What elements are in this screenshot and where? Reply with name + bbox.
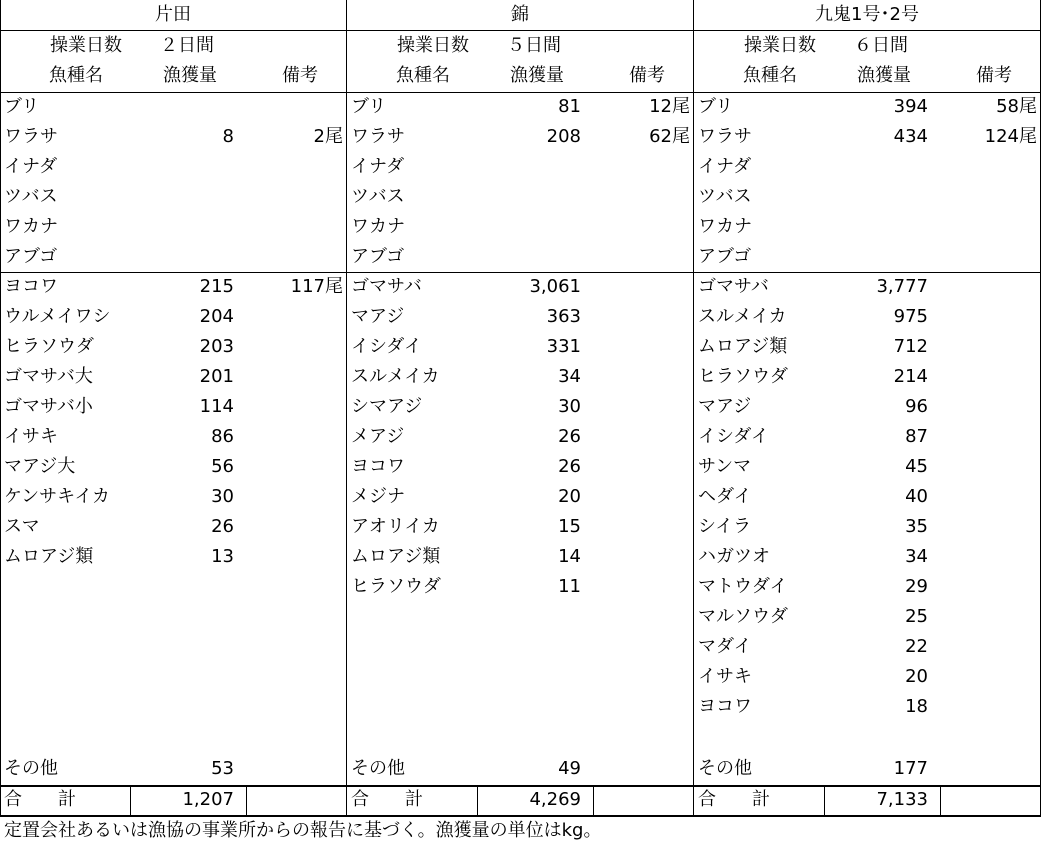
catch-value: 18	[905, 696, 928, 717]
rule-total-div-a1	[130, 786, 131, 816]
catch-value: 86	[211, 426, 234, 447]
species-row	[694, 302, 1040, 332]
section-title: 片田	[155, 4, 191, 25]
top-species-row	[0, 92, 346, 122]
species-row	[347, 392, 693, 422]
column-headers	[694, 61, 1040, 91]
species-row	[0, 332, 346, 362]
catch-value: 712	[893, 336, 928, 357]
top-species-row	[347, 242, 693, 272]
species-row	[694, 332, 1040, 362]
species-name: スルメイカ	[351, 366, 440, 387]
catch-value: 204	[199, 306, 234, 327]
top-species-row	[0, 212, 346, 242]
top-species-row	[0, 122, 346, 152]
species-row	[0, 452, 346, 482]
total-value: 1,207	[182, 789, 234, 810]
catch-value: 14	[558, 546, 581, 567]
catch-value: 214	[893, 366, 928, 387]
catch-value: 35	[905, 516, 928, 537]
species-name: マルソウダ	[698, 606, 788, 627]
species-name: ハガツオ	[698, 546, 770, 567]
catch-value: 34	[558, 366, 581, 387]
catch-value: 20	[558, 486, 581, 507]
species-row	[0, 362, 346, 392]
rule-columns-bottom	[0, 92, 1041, 93]
species-name: スルメイカ	[698, 306, 787, 327]
species-name: ヨコワ	[4, 276, 58, 297]
species-name: サンマ	[698, 456, 752, 477]
species-name: アブゴ	[351, 246, 405, 267]
catch-value: 363	[546, 306, 581, 327]
species-name: ワカナ	[351, 216, 405, 237]
rule-total-div-a2	[246, 786, 247, 816]
catch-value: 15	[558, 516, 581, 537]
species-row	[347, 542, 693, 572]
species-row	[347, 302, 693, 332]
rule-total-div-b2	[593, 786, 594, 816]
note-value: 124尾	[984, 126, 1037, 147]
catch-value: 29	[905, 576, 928, 597]
top-species-row	[0, 182, 346, 212]
rule-top-rows-bottom	[0, 272, 1041, 273]
species-name: ツバス	[351, 186, 405, 207]
species-name: ムロアジ類	[4, 546, 94, 567]
species-name: ブリ	[698, 96, 734, 117]
species-name: ヒラソウダ	[698, 366, 788, 387]
section-title: 九鬼1号･2号	[815, 4, 919, 25]
total-row	[347, 785, 693, 815]
operating-days	[694, 31, 1040, 61]
other-label: その他	[698, 758, 752, 779]
top-species-row	[694, 92, 1040, 122]
note-value: 12尾	[649, 96, 690, 117]
catch-value: 215	[199, 276, 234, 297]
species-name: イナダ	[4, 156, 58, 177]
total-value: 4,269	[529, 789, 581, 810]
other-value: 53	[211, 758, 234, 779]
species-row	[694, 692, 1040, 722]
catch-value: 13	[211, 546, 234, 567]
species-name: ワラサ	[4, 126, 58, 147]
column-header-catch: 漁獲量	[857, 65, 911, 86]
species-row	[694, 272, 1040, 302]
note-value: 2尾	[313, 126, 343, 147]
column-header-catch: 漁獲量	[163, 65, 217, 86]
other-value: 177	[893, 758, 928, 779]
catch-value: 3,777	[876, 276, 928, 297]
catch-value: 11	[558, 576, 581, 597]
operating-days-label: 操業日数	[397, 35, 469, 56]
species-name: ゴマサバ大	[4, 366, 93, 387]
catch-value: 81	[558, 96, 581, 117]
catch-value: 331	[546, 336, 581, 357]
other-label: その他	[351, 758, 405, 779]
species-row	[347, 272, 693, 302]
column-header-species: 魚種名	[49, 65, 103, 86]
rule-total-div-c1	[824, 786, 825, 816]
species-name: ヨコワ	[351, 456, 405, 477]
species-row	[694, 572, 1040, 602]
other-row	[694, 754, 1040, 784]
catch-value: 22	[905, 636, 928, 657]
species-row	[694, 512, 1040, 542]
rule-total-div-b1	[477, 786, 478, 816]
other-row	[0, 754, 346, 784]
species-name: ムロアジ類	[351, 546, 441, 567]
species-name: イナダ	[698, 156, 752, 177]
rule-col-2	[693, 0, 694, 816]
catch-value: 20	[905, 666, 928, 687]
species-name: ブリ	[351, 96, 387, 117]
total-label: 合 計	[698, 789, 770, 810]
column-header-species: 魚種名	[743, 65, 797, 86]
species-row	[0, 542, 346, 572]
species-name: メアジ	[351, 426, 405, 447]
catch-value: 8	[222, 126, 234, 147]
catch-value: 30	[558, 396, 581, 417]
top-species-row	[0, 152, 346, 182]
species-row	[347, 572, 693, 602]
rule-col-right	[1040, 0, 1041, 816]
footnote: 定置会社あるいは漁協の事業所からの報告に基づく。漁獲量の単位はkg。	[4, 820, 602, 841]
catch-value: 3,061	[529, 276, 581, 297]
section-katada	[0, 0, 346, 815]
catch-value: 203	[199, 336, 234, 357]
species-name: スマ	[4, 516, 40, 537]
species-name: アオリイカ	[351, 516, 440, 537]
catch-value: 56	[211, 456, 234, 477]
note-value: 62尾	[649, 126, 690, 147]
column-headers	[0, 61, 346, 91]
operating-days-value: ２日間	[160, 35, 214, 56]
column-headers	[347, 61, 693, 91]
top-species-row	[694, 182, 1040, 212]
catch-value: 434	[893, 126, 928, 147]
species-name: イサキ	[698, 666, 752, 687]
species-name: イナダ	[351, 156, 405, 177]
species-name: ヒラソウダ	[4, 336, 94, 357]
species-row	[694, 422, 1040, 452]
species-name: ヘダイ	[698, 486, 752, 507]
catch-value: 96	[905, 396, 928, 417]
species-row	[694, 482, 1040, 512]
species-name: ツバス	[4, 186, 58, 207]
note-value: 117尾	[290, 276, 343, 297]
rule-total-top	[0, 785, 1041, 787]
total-row	[694, 785, 1040, 815]
species-name: アブゴ	[698, 246, 752, 267]
species-name: イサキ	[4, 426, 58, 447]
column-header-note: 備考	[282, 65, 318, 86]
catch-value: 975	[893, 306, 928, 327]
column-header-note: 備考	[629, 65, 665, 86]
catch-value: 40	[905, 486, 928, 507]
species-name: イシダイ	[351, 336, 422, 357]
catch-value: 26	[558, 456, 581, 477]
total-row	[0, 785, 346, 815]
top-species-row	[694, 242, 1040, 272]
operating-days	[347, 31, 693, 61]
species-name: イシダイ	[698, 426, 769, 447]
operating-days-label: 操業日数	[744, 35, 816, 56]
species-name: マアジ	[698, 396, 752, 417]
species-name: ヨコワ	[698, 696, 752, 717]
section-title: 錦	[511, 4, 529, 25]
catch-value: 25	[905, 606, 928, 627]
total-label: 合 計	[351, 789, 423, 810]
species-name: ワカナ	[4, 216, 58, 237]
species-row	[347, 452, 693, 482]
top-species-row	[347, 92, 693, 122]
species-row	[0, 392, 346, 422]
species-name: ワラサ	[351, 126, 405, 147]
top-species-row	[347, 122, 693, 152]
catch-value: 87	[905, 426, 928, 447]
species-name: シマアジ	[351, 396, 423, 417]
top-species-row	[347, 152, 693, 182]
other-value: 49	[558, 758, 581, 779]
species-row	[694, 662, 1040, 692]
operating-days-value: ５日間	[507, 35, 561, 56]
section-kuki	[694, 0, 1040, 815]
column-header-catch: 漁獲量	[510, 65, 564, 86]
species-row	[694, 602, 1040, 632]
species-name: アブゴ	[4, 246, 58, 267]
species-name: ツバス	[698, 186, 752, 207]
species-name: マトウダイ	[698, 576, 788, 597]
operating-days-value: ６日間	[854, 35, 908, 56]
species-name: ヒラソウダ	[351, 576, 441, 597]
species-name: シイラ	[698, 516, 752, 537]
top-species-row	[347, 182, 693, 212]
species-row	[694, 542, 1040, 572]
species-name: ワカナ	[698, 216, 752, 237]
top-species-row	[0, 242, 346, 272]
column-header-species: 魚種名	[396, 65, 450, 86]
top-species-row	[347, 212, 693, 242]
species-name: ムロアジ類	[698, 336, 788, 357]
rule-total-div-c2	[940, 786, 941, 816]
species-row	[347, 422, 693, 452]
catch-value: 394	[893, 96, 928, 117]
other-label: その他	[4, 758, 58, 779]
top-species-row	[694, 212, 1040, 242]
total-value: 7,133	[876, 789, 928, 810]
species-row	[0, 512, 346, 542]
species-row	[347, 332, 693, 362]
species-name: マアジ	[351, 306, 405, 327]
note-value: 58尾	[996, 96, 1037, 117]
species-name: ケンサキイカ	[4, 486, 110, 507]
species-name: ブリ	[4, 96, 40, 117]
top-species-row	[694, 152, 1040, 182]
top-species-row	[694, 122, 1040, 152]
catch-value: 45	[905, 456, 928, 477]
species-row	[347, 362, 693, 392]
other-row	[347, 754, 693, 784]
species-row	[694, 632, 1040, 662]
total-label: 合 計	[4, 789, 76, 810]
catch-value: 114	[199, 396, 234, 417]
catch-value: 30	[211, 486, 234, 507]
species-name: ゴマサバ小	[4, 396, 93, 417]
catch-value: 26	[558, 426, 581, 447]
species-row	[694, 452, 1040, 482]
catch-value: 26	[211, 516, 234, 537]
catch-value: 201	[199, 366, 234, 387]
column-header-note: 備考	[976, 65, 1012, 86]
species-row	[694, 392, 1040, 422]
catch-value: 34	[905, 546, 928, 567]
species-row	[347, 512, 693, 542]
species-row	[0, 272, 346, 302]
species-name: ウルメイワシ	[4, 306, 111, 327]
species-name: ゴマサバ	[698, 276, 769, 297]
operating-days-label: 操業日数	[50, 35, 122, 56]
catch-value: 208	[546, 126, 581, 147]
rule-header-bottom	[0, 30, 1041, 31]
species-row	[0, 302, 346, 332]
rule-col-1	[346, 0, 347, 816]
species-name: ワラサ	[698, 126, 752, 147]
species-row	[0, 482, 346, 512]
section-nishiki	[347, 0, 693, 815]
species-row	[694, 362, 1040, 392]
species-name: マアジ大	[4, 456, 76, 477]
species-row	[0, 422, 346, 452]
rule-col-left	[0, 0, 1, 816]
species-name: ゴマサバ	[351, 276, 422, 297]
species-name: マダイ	[698, 636, 752, 657]
species-row	[347, 482, 693, 512]
species-name: メジナ	[351, 486, 405, 507]
operating-days	[0, 31, 346, 61]
